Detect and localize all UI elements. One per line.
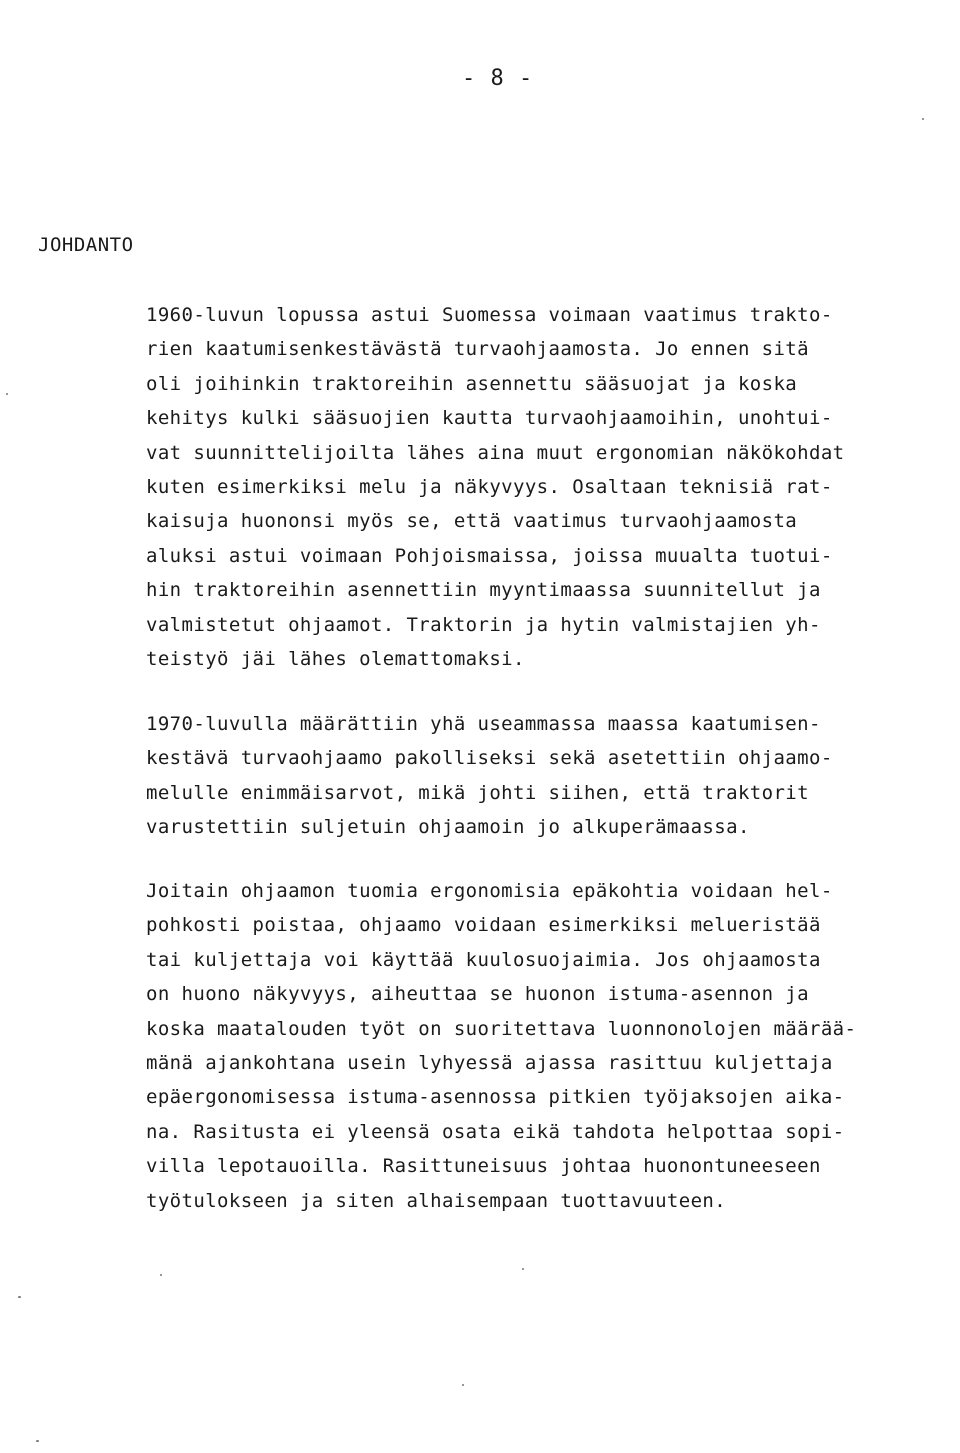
scan-speck	[462, 1384, 464, 1386]
text-line: varustettiin suljetuin ohjaamoin jo alkuperämaassa.	[146, 816, 750, 839]
text-line: pohkosti poistaa, ohjaamo voidaan esimerkiksi melueristää	[146, 914, 821, 937]
text-line: rien kaatumisenkestävästä turvaohjaamosta. Jo ennen sitä	[146, 338, 809, 361]
text-line: aluksi astui voimaan Pohjoismaissa, joissa muualta tuotui-	[146, 544, 833, 567]
text-line: tai kuljettaja voi käyttää kuulosuojaimia. Jos ohjaamosta	[146, 948, 821, 971]
text-line: na. Rasitusta ei yleensä osata eikä tahdota helpottaa sopi-	[146, 1120, 845, 1143]
paragraph-2	[146, 707, 833, 845]
section-heading: JOHDANTO	[38, 234, 134, 256]
scan-speck	[160, 1274, 162, 1276]
text-line: Joitain ohjaamon tuomia ergonomisia epäkohtia voidaan hel-	[146, 880, 833, 902]
text-line: epäergonomisessa istuma-asennossa pitkien työjaksojen aika-	[146, 1086, 845, 1109]
page-number: - 8 -	[462, 66, 534, 91]
text-line: teistyö jäi lähes olemattomaksi.	[146, 647, 525, 670]
scan-speck	[36, 1440, 39, 1442]
text-line: kaisuja huononsi myös se, että vaatimus turvaohjaamosta	[146, 510, 798, 533]
text-line: 1960-luvun lopussa astui Suomessa voimaan vaatimus trakto-	[146, 304, 833, 326]
paragraph-3	[146, 874, 856, 1218]
text-line: kestävä turvaohjaamo pakolliseksi sekä asetettiin ohjaamo-	[146, 747, 833, 770]
text-line: mänä ajankohtana usein lyhyessä ajassa rasittuu kuljettaja	[146, 1051, 833, 1074]
text-line: hin traktoreihin asennettiin myyntimaassa suunnitellut ja	[146, 579, 821, 602]
text-line: kehitys kulki sääsuojien kautta turvaohjaamoihin, unohtui-	[146, 407, 833, 430]
text-line: melulle enimmäisarvot, mikä johti siihen, että traktorit	[146, 781, 809, 804]
text-line: villa lepotauoilla. Rasittuneisuus johtaa huonontuneeseen	[146, 1155, 821, 1178]
text-line: vat suunnittelijoilta lähes aina muut ergonomian näkökohdat	[146, 441, 845, 464]
text-line: kuten esimerkiksi melu ja näkyvyys. Osaltaan teknisiä rat-	[146, 475, 833, 498]
text-line: 1970-luvulla määrättiin yhä useammassa maassa kaatumisen-	[146, 713, 821, 735]
scan-speck	[922, 118, 924, 120]
text-line: on huono näkyvyys, aiheuttaa se huonon istuma-asennon ja	[146, 983, 809, 1006]
text-line: koska maatalouden työt on suoritettava luonnonolojen määrää-	[146, 1017, 857, 1040]
text-line: oli joihinkin traktoreihin asennettu sääsuojat ja koska	[146, 372, 798, 395]
text-line: valmistetut ohjaamot. Traktorin ja hytin valmistajien yh-	[146, 613, 821, 636]
scan-speck	[522, 1268, 524, 1270]
text-line: työtulokseen ja siten alhaisempaan tuottavuuteen.	[146, 1189, 727, 1212]
scan-speck	[6, 393, 8, 395]
scan-speck	[18, 1296, 21, 1298]
paragraph-1	[146, 298, 845, 676]
